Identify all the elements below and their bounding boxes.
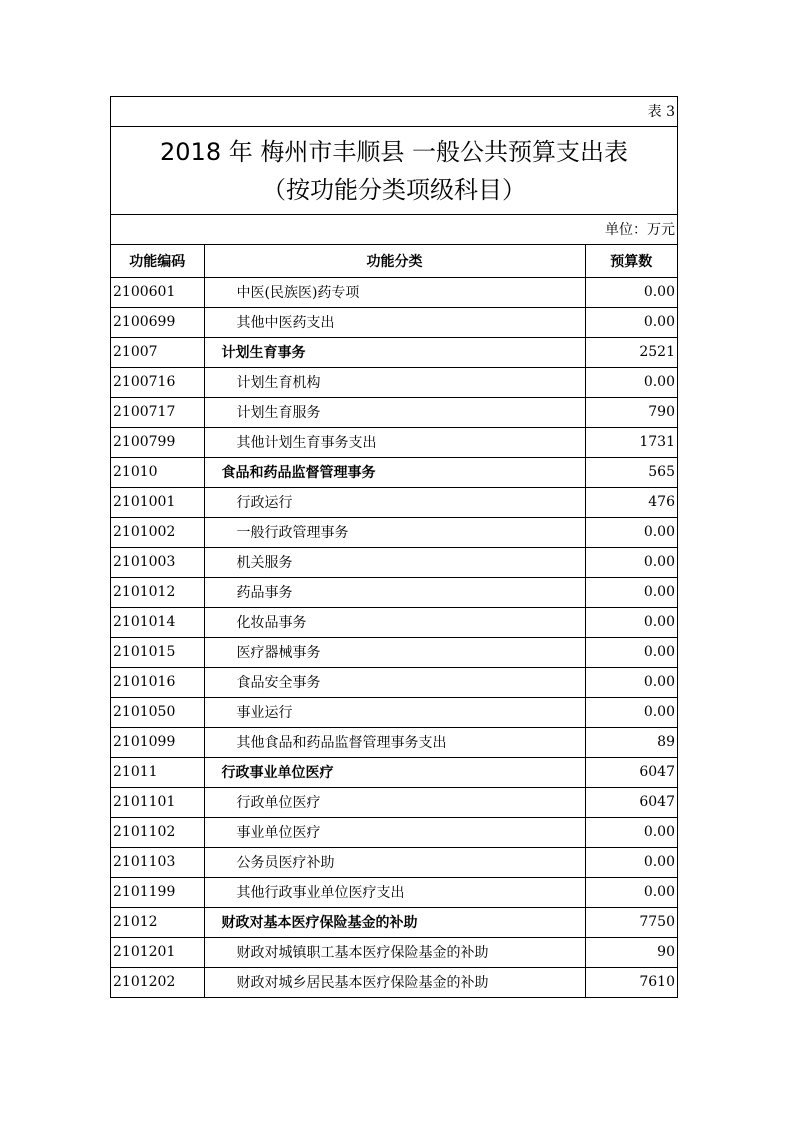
function-code-cell: 2101102 [111,817,204,847]
budget-amount-cell: 0.00 [585,637,677,667]
function-category-cell: 财政对基本医疗保险基金的补助 [204,907,585,937]
function-category-cell: 其他中医药支出 [204,307,585,337]
function-category-cell: 一般行政管理事务 [204,517,585,547]
table-row [111,787,677,817]
table-row [111,727,677,757]
table-row [111,427,677,457]
budget-amount-cell: 0.00 [585,667,677,697]
budget-amount-cell: 0.00 [585,307,677,337]
table-row [111,817,677,847]
function-code-cell: 21012 [111,907,204,937]
budget-amount-cell: 7610 [585,967,677,997]
budget-amount-cell: 0.00 [585,877,677,907]
budget-amount-cell: 7750 [585,907,677,937]
header-category: 功能分类 [204,245,585,277]
function-category-cell: 其他行政事业单位医疗支出 [204,877,585,907]
header-row [111,245,677,277]
function-code-cell: 2101014 [111,607,204,637]
function-code-cell: 2101012 [111,577,204,607]
table-row [111,877,677,907]
function-category-cell: 计划生育事务 [204,337,585,367]
budget-amount-cell: 0.00 [585,367,677,397]
function-code-cell: 2101103 [111,847,204,877]
table-row [111,637,677,667]
budget-amount-cell: 2521 [585,337,677,367]
function-code-cell: 2101202 [113,974,176,991]
table-row [111,517,677,547]
table-row [111,397,677,427]
page-title [111,127,677,215]
function-category-cell: 食品安全事务 [204,667,585,697]
table-row [111,667,677,697]
budget-amount-cell: 565 [585,457,677,487]
budget-amount-cell: 0.00 [585,277,677,307]
function-category-cell: 公务员医疗补助 [204,847,585,877]
category-row [111,757,677,787]
table-row [111,547,677,577]
unit-label: 单位：万元 [111,215,677,245]
function-code-cell: 21007 [111,337,204,367]
table-row [111,367,677,397]
function-code-cell: 2100799 [111,427,204,457]
function-category-cell: 药品事务 [204,577,585,607]
table-row [111,577,677,607]
function-code-cell: 2101001 [111,487,204,517]
function-code-cell: 2101199 [111,877,204,907]
table-row [111,277,677,307]
function-code-cell: 21010 [111,457,204,487]
budget-sheet [110,96,678,998]
budget-amount-cell: 6047 [585,757,677,787]
header-amount: 预算数 [585,245,677,277]
budget-amount-cell: 790 [585,397,677,427]
function-category-cell: 计划生育服务 [204,397,585,427]
budget-table [111,245,677,997]
category-row [111,457,677,487]
function-category-cell: 机关服务 [204,547,585,577]
table-row [111,607,677,637]
function-code-cell: 2101050 [111,697,204,727]
table-row [111,847,677,877]
category-row [111,337,677,367]
function-category-cell: 中医(民族医)药专项 [204,277,585,307]
budget-amount-cell: 89 [585,727,677,757]
table-row [111,307,677,337]
function-code-cell: 2101101 [111,787,204,817]
table-number: 表 3 [111,97,677,127]
function-code-cell: 2100699 [111,307,204,337]
function-category-cell: 食品和药品监督管理事务 [204,457,585,487]
budget-amount-cell: 1731 [585,427,677,457]
function-code-cell: 2100716 [111,367,204,397]
function-code-cell: 2101002 [111,517,204,547]
table-row [111,487,677,517]
function-category-cell: 行政事业单位医疗 [204,757,585,787]
function-category-cell: 医疗器械事务 [204,637,585,667]
function-category-cell: 化妆品事务 [204,607,585,637]
function-code-cell: 2100717 [111,397,204,427]
function-code-cell: 2101016 [111,667,204,697]
function-category-cell: 财政对城镇职工基本医疗保险基金的补助 [204,937,585,967]
title-line-2: （按功能分类项级科目） [262,176,526,204]
budget-amount-cell: 0.00 [585,847,677,877]
budget-amount-cell: 0.00 [585,817,677,847]
function-category-cell: 行政单位医疗 [204,787,585,817]
function-category-cell: 财政对城乡居民基本医疗保险基金的补助 [204,967,585,997]
budget-amount-cell: 476 [585,487,677,517]
table-row [111,967,677,997]
budget-amount-cell: 90 [585,937,677,967]
function-category-cell: 事业单位医疗 [204,817,585,847]
budget-amount-cell: 0.00 [585,517,677,547]
function-category-cell: 行政运行 [204,487,585,517]
budget-amount-cell: 0.00 [585,547,677,577]
function-category-cell: 其他计划生育事务支出 [204,427,585,457]
function-category-cell: 事业运行 [204,697,585,727]
table-row [111,697,677,727]
budget-amount-cell: 0.00 [585,577,677,607]
budget-amount-cell: 6047 [585,787,677,817]
table-row [111,937,677,967]
function-code-cell: 2101099 [111,727,204,757]
function-category-cell: 其他食品和药品监督管理事务支出 [204,727,585,757]
budget-amount-cell: 0.00 [585,607,677,637]
budget-amount-cell: 0.00 [585,697,677,727]
function-code-cell: 21011 [111,757,204,787]
function-code-cell: 2101003 [111,547,204,577]
title-line-1: 2018 年 梅州市丰顺县 一般公共预算支出表 [160,138,628,166]
function-category-cell: 计划生育机构 [204,367,585,397]
function-code-cell: 2100601 [111,277,204,307]
function-code-cell: 2101015 [111,637,204,667]
header-code: 功能编码 [111,245,204,277]
category-row [111,907,677,937]
function-code-cell: 2101201 [111,937,204,967]
